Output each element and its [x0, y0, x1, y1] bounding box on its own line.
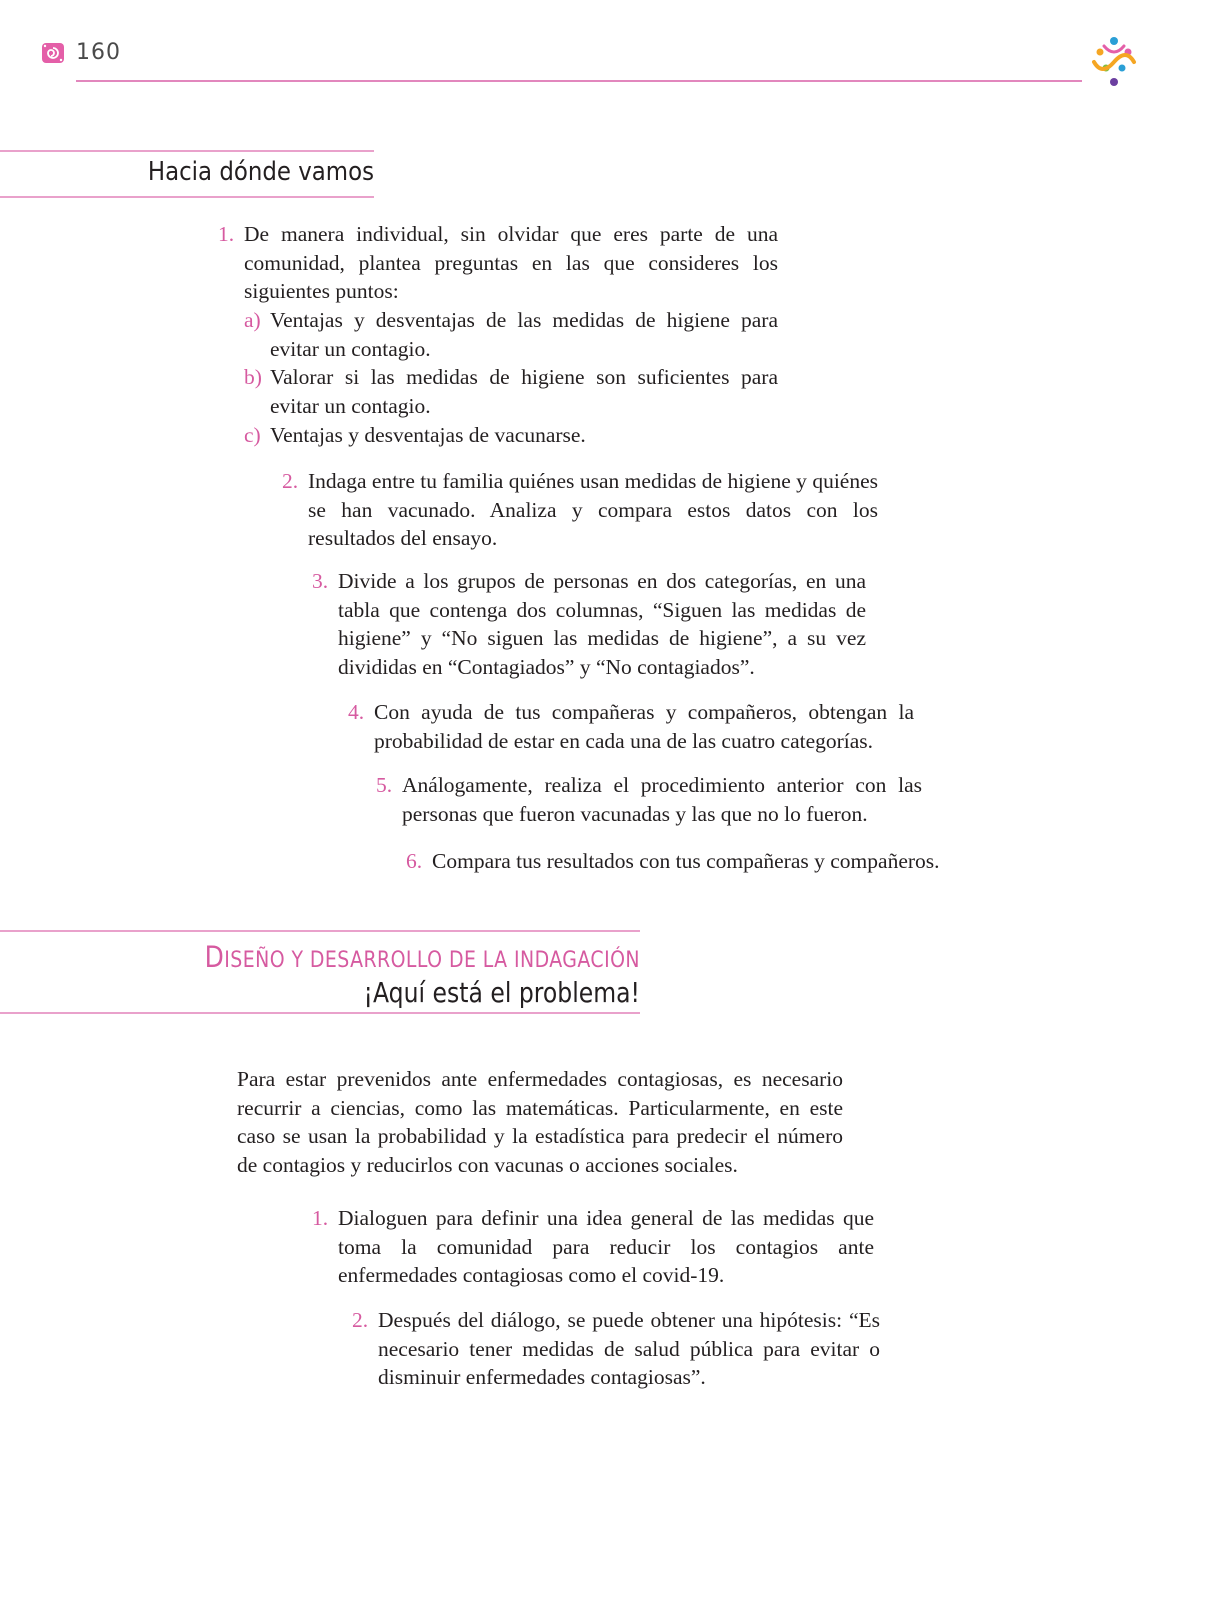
sub-item: [244, 363, 778, 420]
list-item: [406, 847, 992, 876]
list-item-text: Compara tus resultados con tus compañeras y compañeros.: [432, 849, 940, 873]
list-item-text: Divide a los grupos de personas en dos categorías, en una tabla que contenga dos columnas, “Siguen las medidas de higiene” y “No siguen las medidas de higiene”, a su vez divididas en “Contagiados” y “No contagiados”.: [338, 569, 866, 679]
section-title-hacia: Hacia dónde vamos: [147, 157, 374, 187]
decorative-spiral-icon: [40, 40, 66, 66]
list-item-text: Con ayuda de tus compañeras y compañeros, obtengan la probabilidad de estar en cada una de las cuatro categorías.: [374, 700, 914, 753]
sub-item: [244, 306, 778, 363]
list-number: 3.: [312, 569, 329, 593]
list-item: [352, 1306, 880, 1392]
sub-item-label: a): [244, 308, 261, 332]
list-item-text: Indaga entre tu familia quiénes usan medidas de higiene y quiénes se han vacunado. Analiza y compara estos datos con los resultados del ensayo.: [308, 469, 878, 550]
section-bottom-rule: [0, 1012, 640, 1014]
section-title-initial: D: [204, 940, 225, 974]
list-number: 2.: [282, 469, 299, 493]
sub-item-text: Ventajas y desventajas de las medidas de higiene para evitar un contagio.: [270, 308, 778, 361]
sub-item: [244, 421, 778, 450]
sub-item-label: b): [244, 365, 262, 389]
list-item: [312, 567, 866, 681]
list-item: [348, 698, 914, 755]
section-bottom-rule: [0, 196, 374, 198]
sub-item-text: Ventajas y desventajas de vacunarse.: [270, 423, 586, 447]
sub-item-text: Valorar si las medidas de higiene son suficientes para evitar un contagio.: [270, 365, 778, 418]
list-number: 2.: [352, 1308, 369, 1332]
list-number: 1.: [218, 222, 235, 246]
list-number: 5.: [376, 773, 393, 797]
section-subtitle: ¡Aquí está el problema!: [363, 976, 640, 1009]
logo-icon: [1086, 32, 1142, 88]
list-number: 1.: [312, 1206, 329, 1230]
list-item: [282, 467, 878, 553]
list-item: [376, 771, 922, 828]
sub-item-label: c): [244, 423, 261, 447]
intro-paragraph: Para estar prevenidos ante enfermedades contagiosas, es necesario recurrir a ciencias, como las matemáticas. Particularmente, en este caso se usan la probabilidad y la estadística para predecir el número de contagios y reducirlos con vacunas o acciones sociales.: [237, 1067, 843, 1177]
list-number: 6.: [406, 849, 423, 873]
section-title-rest: ISEÑO Y DESARROLLO DE LA INDAGACIÓN: [224, 948, 640, 973]
section-title-diseno: [90, 940, 640, 974]
list-item: [312, 1204, 874, 1290]
page-number: 160: [76, 40, 121, 65]
list-item-text: Dialoguen para definir una idea general de las medidas que toma la comunidad para reducir los contagios ante enfermedades contagiosas como el covid-19.: [338, 1206, 874, 1287]
list-item: [218, 220, 778, 306]
list-number: 4.: [348, 700, 365, 724]
list-item-text: Después del diálogo, se puede obtener una hipótesis: “Es necesario tener medidas de salud pública para evitar o disminuir enfermedades contagiosas”.: [378, 1308, 880, 1389]
header-rule: [76, 80, 1082, 82]
section-top-rule: [0, 150, 374, 152]
section-top-rule: [0, 930, 640, 932]
list-item-text: De manera individual, sin olvidar que eres parte de una comunidad, plantea preguntas en las que consideres los siguientes puntos:: [244, 222, 778, 303]
list-item-text: Análogamente, realiza el procedimiento anterior con las personas que fueron vacunadas y las que no lo fueron.: [402, 773, 922, 826]
